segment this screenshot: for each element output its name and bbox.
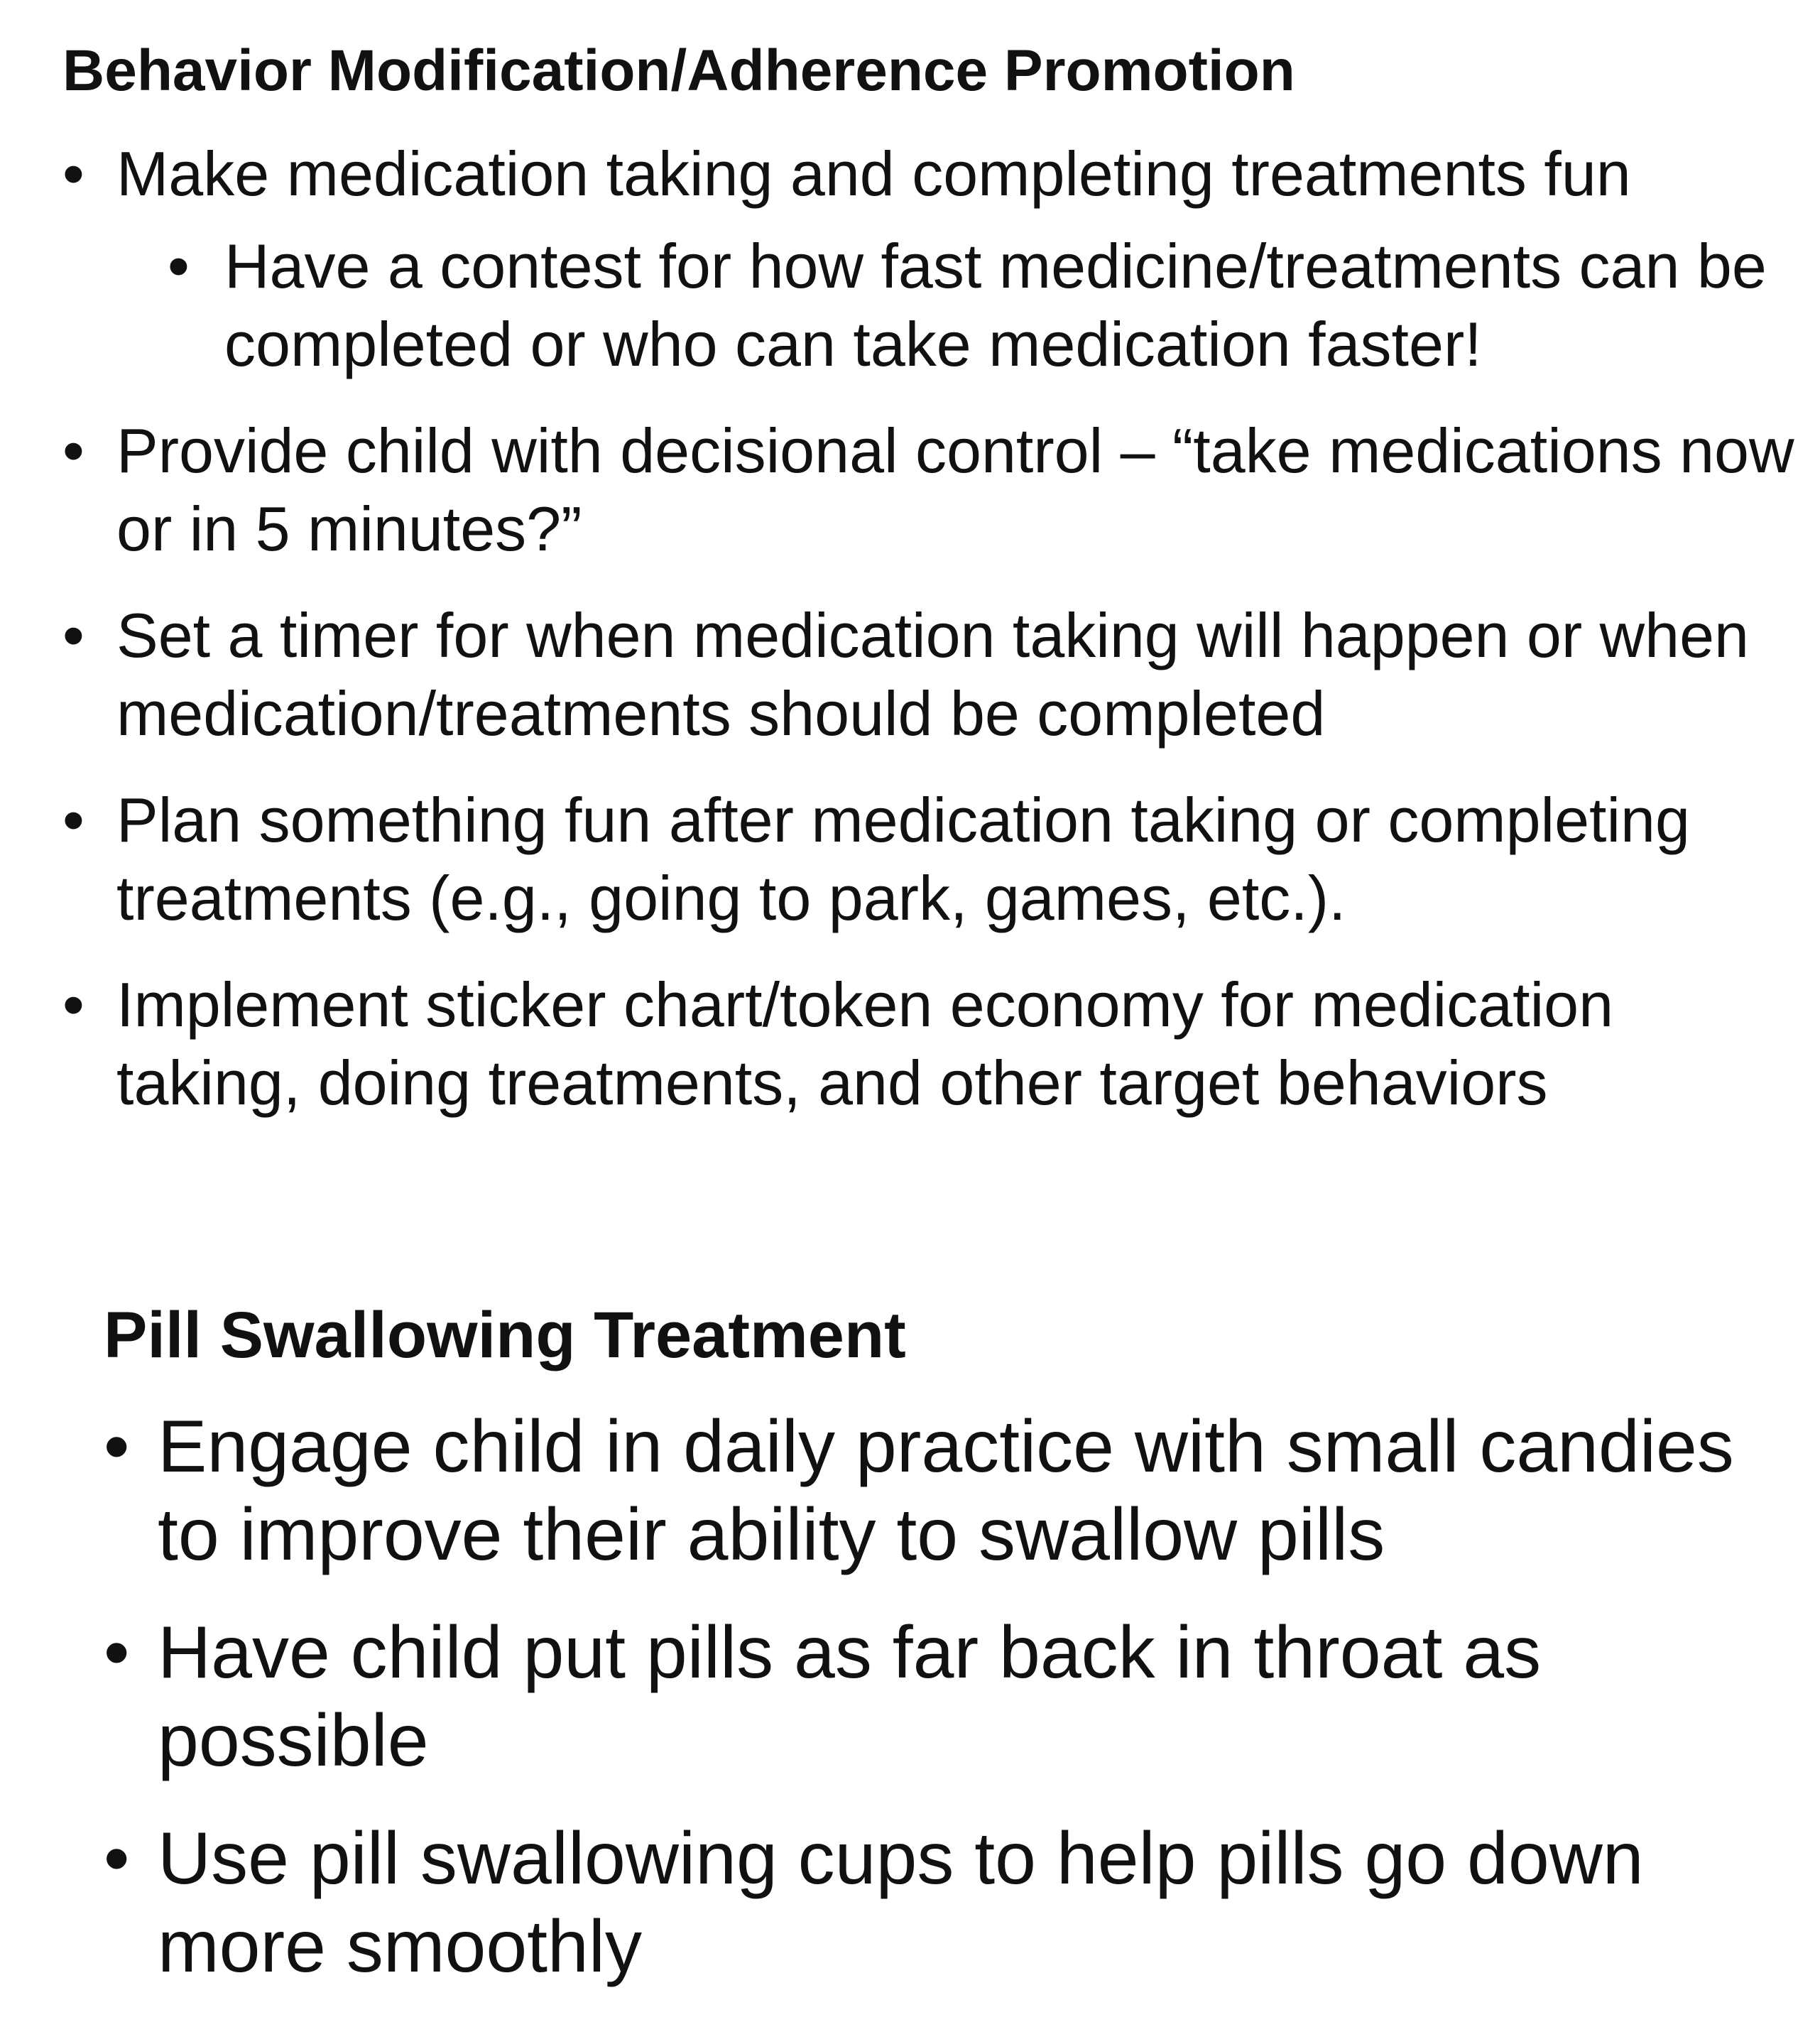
- list-item-text: Engage child in daily practice with small candies to improve their ability to swallow pills: [158, 1406, 1734, 1576]
- list-item: [62, 597, 1795, 753]
- list-item: [62, 135, 1795, 213]
- list-item: [104, 1403, 1794, 1579]
- list-item-text: Provide child with decisional control – “take medications now or in 5 minutes?”: [116, 415, 1794, 564]
- list-item-text: Implement sticker chart/token economy for medication taking, doing treatments, and other target behaviors: [116, 969, 1614, 1118]
- list-item: [62, 781, 1795, 937]
- list-item: [104, 1815, 1794, 1991]
- list-item: [62, 966, 1795, 1122]
- list-item-text: Plan something fun after medication taking or completing treatments (e.g., going to park, games, etc.).: [116, 785, 1690, 933]
- bullet-icon: •: [62, 138, 85, 209]
- bullet-icon: •: [62, 600, 85, 670]
- bullet-icon: •: [62, 969, 85, 1040]
- sub-list-item: [168, 227, 1801, 384]
- bullet-icon: •: [104, 1406, 130, 1488]
- list-item: [62, 412, 1795, 568]
- bullet-icon: •: [104, 1817, 130, 1900]
- list-item: [104, 1609, 1794, 1785]
- bullet-icon: •: [62, 415, 85, 486]
- bullet-icon: •: [168, 231, 190, 301]
- sub-list-item-text: Have a contest for how fast medicine/treatments can be completed or who can take medication faster!: [224, 231, 1767, 379]
- bullet-icon: •: [104, 1611, 130, 1694]
- section-heading: Pill Swallowing Treatment: [104, 1299, 906, 1371]
- list-item-text: Have child put pills as far back in throat as possible: [158, 1611, 1542, 1782]
- section-heading: Behavior Modification/Adherence Promotion: [62, 38, 1295, 103]
- list-item-text: Make medication taking and completing treatments fun: [116, 138, 1631, 209]
- list-item-text: Use pill swallowing cups to help pills go down more smoothly: [158, 1817, 1644, 1988]
- bullet-icon: •: [62, 785, 85, 855]
- list-item-text: Set a timer for when medication taking will happen or when medication/treatments should be completed: [116, 600, 1749, 749]
